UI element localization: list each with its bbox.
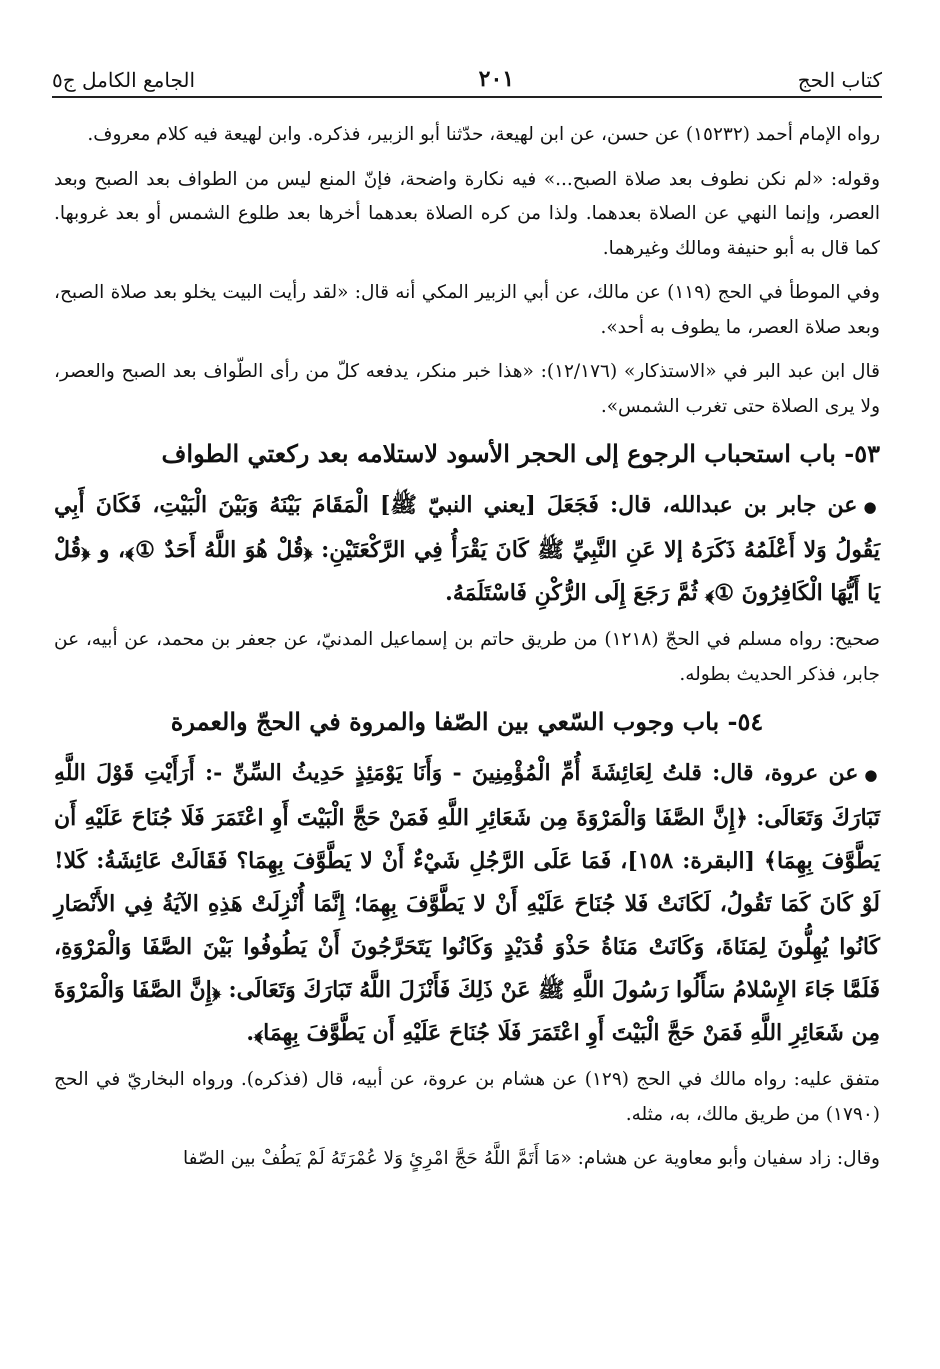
page-content bbox=[54, 118, 880, 1187]
note-paragraph: قال ابن عبد البر في «الاستذكار» (١٢/١٧٦): «هذا خبر منكر، يدفعه كلّ من رأى الطّواف بعد الصبح والعصر، ولا يرى الصلاة حتى تغرب الشمس». bbox=[54, 361, 880, 417]
note-paragraph: وقال: زاد سفيان وأبو معاوية عن هشام: «مَا أَتَمَّ اللَّهُ حَجَّ امْرِئٍ وَلا عُمْرَتَهُ لَمْ يَطُفْ بين الصّفا bbox=[183, 1148, 880, 1169]
hadith-body: عن عروة، قال: قلتُ لِعَائِشَةَ أُمِّ الْمُؤْمِنِينَ - وَأَنَا يَوْمَئِذٍ حَدِيثُ السِّنِّ -: أَرَأَيْتِ قَوْلَ اللَّهِ تَبَارَكَ وَتَعَالَى: ﴿إِنَّ الصَّفَا وَالْمَرْوَةَ مِن شَعَائِرِ اللَّهِ فَمَنْ حَجَّ الْبَيْتَ أَوِ اعْتَمَرَ فَلَا جُنَاحَ عَلَيْهِ أَن يَطَّوَّفَ بِهِمَا﴾ [البقرة: ١٥٨]، فَمَا عَلَى الرَّجُلِ شَيْءٌ أَنْ لا يَطَّوَّفَ بِهِمَا؟ فَقَالَتْ عَائِشَةُ: كَلا! لَوْ كَانَ كَمَا تَقُولُ، لَكَانَتْ فَلا جُنَاحَ عَلَيْهِ أَنْ لا يَطَّوَّفَ بِهِمَا؛ إِنَّمَا أُنْزِلَتْ هَذِهِ الآيَةُ فِي الأَنْصَارِ كَانُوا يُهِلُّونَ لِمَنَاةَ، وَكَانَتْ مَنَاةُ حَذْوَ قُدَيْدٍ وَكَانُوا يَتَحَرَّجُونَ أَنْ يَطُوفُوا بَيْنَ الصَّفَا وَالْمَرْوَةِ، فَلَمَّا جَاءَ الإِسْلامُ سَأَلُوا رَسُولَ اللَّهِ ﷺ عَنْ ذَلِكَ فَأَنْزَلَ اللَّهُ تَبَارَكَ وَتَعَالَى: ﴿إِنَّ الصَّفَا وَالْمَرْوَةَ مِن شَعَائِرِ اللَّهِ فَمَنْ حَجَّ الْبَيْتَ أَوِ اعْتَمَرَ فَلَا جُنَاحَ عَلَيْهِ أَن يَطَّوَّفَ بِهِمَا﴾. bbox=[54, 760, 880, 1046]
hadith-text bbox=[54, 484, 880, 615]
book-volume-title: الجامع الكامل ج٥ bbox=[52, 68, 196, 92]
bullet-icon: ● bbox=[864, 766, 881, 784]
note-paragraph: رواه الإمام أحمد (١٥٢٣٢) عن حسن، عن ابن لهيعة، حدّثنا أبو الزبير، فذكره. وابن لهيعة فيه كلام معروف. bbox=[87, 124, 880, 145]
hadith-body: عن جابر بن عبدالله، قال: فَجَعَلَ [يعني النبيّ ﷺ] الْمَقَامَ بَيْنَهُ وَبَيْنَ الْبَيْتِ، فَكَانَ أَبِي يَقُولُ وَلا أَعْلَمُهُ ذَكَرَهُ إلا عَنِ النَّبِيِّ ﷺ كَانَ يَقْرَأُ فِي الرَّكْعَتَيْنِ: ﴿قُلْ هُوَ اللَّهُ أَحَدٌ ①﴾، و ﴿قُلْ يَا أَيُّهَا الْكَافِرُونَ ①﴾ ثُمَّ رَجَعَ إِلَى الرُّكْنِ فَاسْتَلَمَهُ. bbox=[54, 492, 880, 606]
note-paragraph: وقوله: «لم نكن نطوف بعد صلاة الصبح...» فيه نكارة واضحة، فإنّ المنع ليس من الطواف بعد الصبح وبعد العصر، وإنما النهي عن الصلاة بعدهما. ولذا من كره الصلاة بعدهما أخرها بعد طلوع الشمس أو بعد غروبها. كما قال به أبو حنيفة ومالك وغيرهما. bbox=[54, 168, 880, 259]
page-number: ٢٠١ bbox=[478, 66, 515, 92]
bullet-icon: ● bbox=[863, 498, 880, 516]
book-chapter-title: كتاب الحج bbox=[797, 68, 882, 92]
hadith-text bbox=[54, 752, 880, 1055]
takhrij-paragraph: صحيح: رواه مسلم في الحجّ (١٢١٨) من طريق حاتم بن إسماعيل المدنيّ، عن جعفر بن محمد، عن أبيه، عن جابر، فذكر الحديث بطوله. bbox=[54, 629, 880, 685]
takhrij-paragraph: متفق عليه: رواه مالك في الحج (١٢٩) عن هشام بن عروة، عن أبيه، قال (فذكره). ورواه البخاريّ في الحج (١٧٩٠) من طريق مالك، به، مثله. bbox=[54, 1069, 881, 1125]
page-header bbox=[52, 56, 882, 98]
note-paragraph: وفي الموطأ في الحج (١١٩) عن مالك، عن أبي الزبير المكي أنه قال: «لقد رأيت البيت يخلو بعد صلاة الصبح، وبعد صلاة العصر، ما يطوف به أحد». bbox=[54, 282, 880, 338]
chapter-heading-54: ٥٤- باب وجوب السّعي بين الصّفا والمروة في الحجّ والعمرة bbox=[170, 707, 764, 736]
chapter-heading-53: ٥٣- باب استحباب الرجوع إلى الحجر الأسود لاستلامه بعد ركعتي الطواف bbox=[161, 439, 880, 468]
